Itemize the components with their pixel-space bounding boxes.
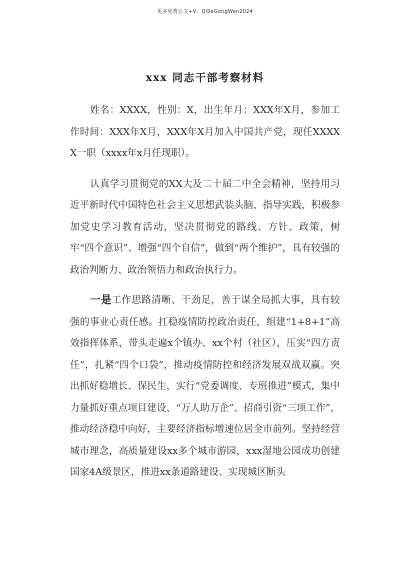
paragraph-political-study: 认真学习贯彻党的XX大及二十届二中全会精神，坚持用习近平新时代中国特色社会主义思想武装头脑、指导实践，积极参加党史学习教育活动，坚决贯彻党的路线、方针、政策，树牢“四个意识”、增强“四个自信”，做到“两个维护”，具有较强的政治判断力、政治领悟力和政治执行力。: [70, 178, 340, 276]
paragraph-personal-info: 姓名：XXXX，性别：X，出生年月：XXX年X月，参加工作时间：XXX年X月，XXX年X月加入中国共产党，现任XXXXX一职（xxxx年x月任现职）。: [70, 105, 340, 159]
header-note: 更多免费公文+V：QiSeGongWen2024: [157, 9, 253, 15]
document-body: [70, 100, 340, 493]
document-title: xxx 同志干部考察材料: [145, 72, 265, 84]
paragraph-work-performance: [70, 290, 340, 484]
paragraph-lead: 一是: [90, 294, 112, 306]
paragraph-body: 工作思路清晰、干劲足，善于谋全局抓大事，具有较强的事业心责任感。扛稳疫情防控政治责任，组建“1+8+1”高效指挥体系，带头走遍x个镇办、xx个村（社区），压实“四方责任”，扎紧“四个口袋”，推动疫情防控和经济发展双战双赢。突出抓好稳增长、保民生，实行“党委调度、专班推进”模式，集中力量抓好重点项目建设、“万人助万企”、招商引资“三项工作”，推动经济稳中向好，主要经济指标增速位居全市前列。坚持经营城市理念，高质量建设xx多个城市游园，xxx湿地公园成功创建国家4A级景区，推进xx条道路建设、实现城区断头: [70, 295, 341, 478]
